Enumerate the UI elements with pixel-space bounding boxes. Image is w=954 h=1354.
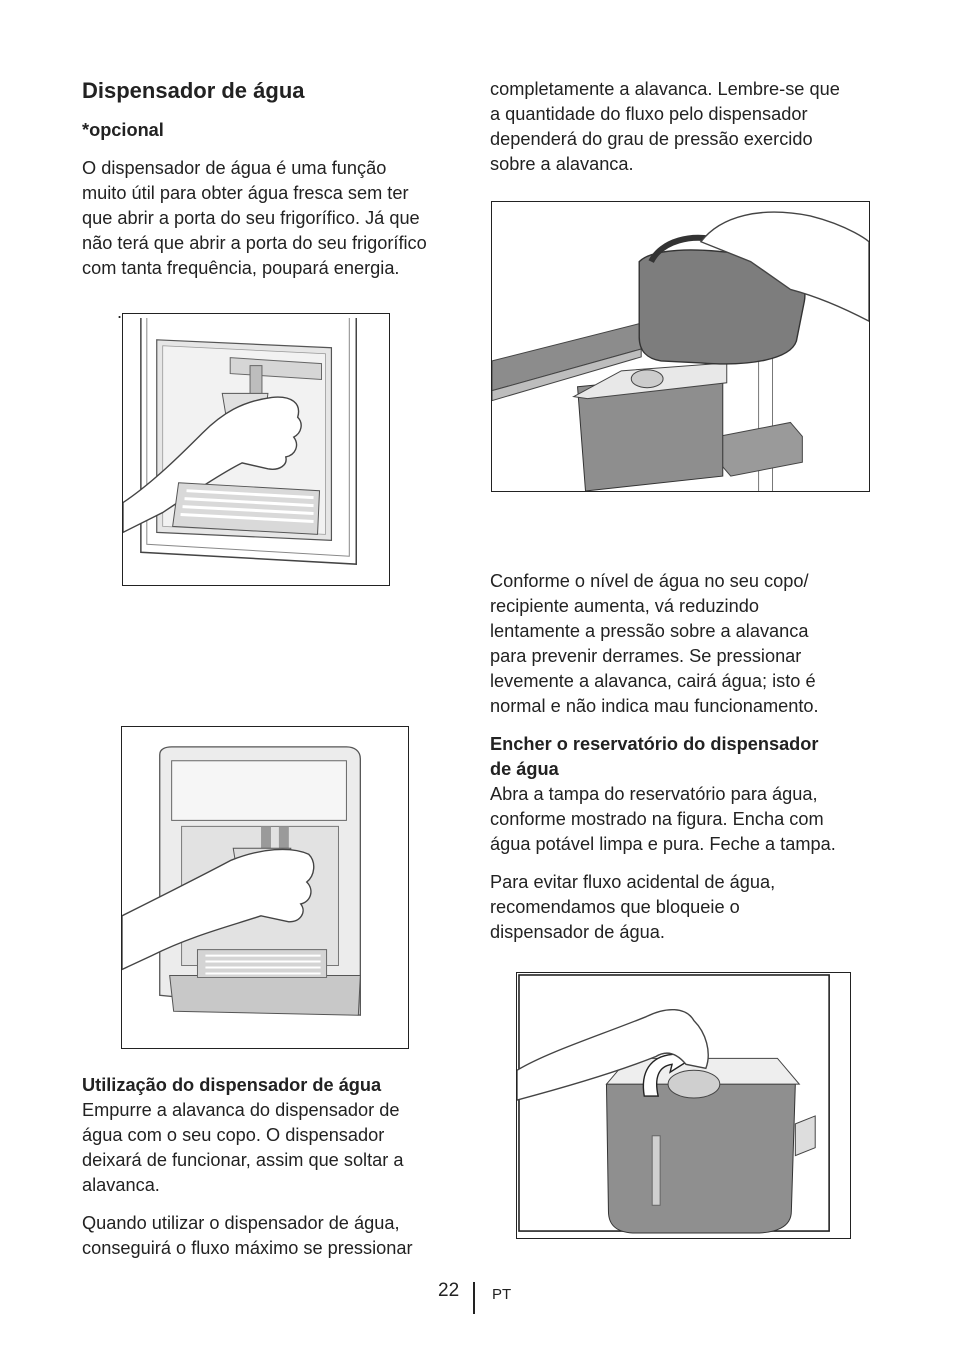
optional-note: *opcional	[82, 120, 164, 140]
figure-open-reservoir-lid	[516, 972, 851, 1239]
figure-pitcher-reservoir	[491, 201, 870, 492]
usage-paragraph-2: Quando utilizar o dispensador de água, conseguirá o fluxo máximo se pressionar	[82, 1213, 413, 1258]
usage-heading: Utilização do dispensador de água	[82, 1075, 382, 1095]
continued-paragraph: completamente a alavanca. Lembre-se que a quantidade do fluxo pelo dispensador dependerá do grau de pressão exercido sobre a alavanca.	[490, 79, 840, 174]
fill-heading: Encher o reservatório do dispensador de água	[490, 734, 819, 779]
fill-paragraph: Abra a tampa do reservatório para água, conforme mostrado na figura. Encha com água potável limpa e pura. Feche a tampa.	[490, 784, 836, 854]
intro-paragraph: O dispensador de água é uma função muito útil para obter água fresca sem ter que abrir a porta do seu frigorífico. Já que não terá que abrir a porta do seu frigorífico com tanta frequência, poupará energia.	[82, 158, 427, 278]
stray-dot: .	[117, 302, 123, 322]
language-code: PT	[492, 1286, 512, 1303]
usage-paragraph: Empurre a alavanca do dispensador de água com o seu copo. O dispensador deixará de funcionar, assim que soltar a alavanca.	[82, 1100, 404, 1195]
section-title: Dispensador de água	[82, 78, 305, 103]
level-paragraph: Conforme o nível de água no seu copo/ recipiente aumenta, vá reduzindo lentamente a pressão sobre a alavanca para prevenir derrames. Se pressionar levemente a alavanca, cairá água; isto é normal e não indica mau funcionamento.	[490, 571, 819, 716]
footer-separator	[473, 1282, 475, 1314]
figure-hand-dispenser-1	[122, 313, 390, 586]
page-number: 22	[438, 1280, 460, 1301]
prevent-paragraph: Para evitar fluxo acidental de água, recomendamos que bloqueie o dispensador de água.	[490, 872, 776, 942]
figure-hand-dispenser-2	[121, 726, 409, 1049]
